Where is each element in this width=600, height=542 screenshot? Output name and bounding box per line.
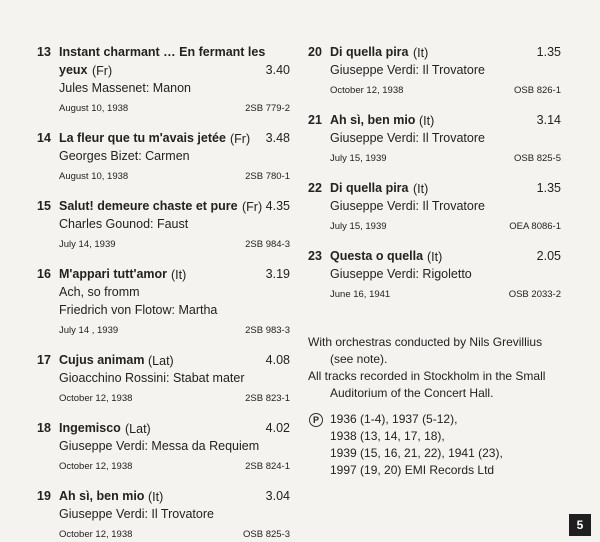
catalog-number: OSB 825-3 bbox=[243, 529, 290, 540]
track-title: Instant charmant … En fermant les bbox=[59, 45, 266, 59]
phonogram-copyright-icon: P bbox=[309, 413, 323, 427]
track-language: (Lat) bbox=[125, 422, 151, 436]
recording-date: July 14 , 1939 bbox=[59, 325, 119, 336]
track-composer-work: Giuseppe Verdi: Il Trovatore bbox=[330, 131, 485, 145]
track-composer-work: Giuseppe Verdi: Rigoletto bbox=[330, 267, 472, 281]
recording-note-line-1: All tracks recorded in Stockholm in the Small bbox=[308, 369, 546, 383]
track-number: 22 bbox=[308, 181, 322, 195]
orchestra-note-line-2: (see note). bbox=[330, 352, 388, 366]
recording-note-line-2: Auditorium of the Concert Hall. bbox=[330, 386, 494, 400]
track-title: Cujus animam bbox=[59, 353, 145, 367]
track-number: 21 bbox=[308, 113, 322, 127]
catalog-number: 2SB 983-3 bbox=[245, 325, 290, 336]
track-language: (Fr) bbox=[92, 64, 113, 78]
page-number-badge: 5 bbox=[569, 514, 591, 536]
track-composer-work: Friedrich von Flotow: Martha bbox=[59, 303, 218, 317]
track-composer-work: Jules Massenet: Manon bbox=[59, 81, 192, 95]
track-title: yeux bbox=[59, 63, 88, 77]
track-number: 13 bbox=[37, 45, 51, 59]
track-duration: 3.14 bbox=[536, 113, 561, 127]
track-title: Di quella pira bbox=[330, 181, 409, 195]
catalog-number: OSB 826-1 bbox=[514, 85, 561, 96]
recording-date: October 12, 1938 bbox=[59, 529, 133, 540]
track-duration: 4.02 bbox=[265, 421, 290, 435]
copyright-line-3: 1939 (15, 16, 21, 22), 1941 (23), bbox=[330, 446, 503, 460]
track-duration: 3.48 bbox=[265, 131, 290, 145]
track-language: (It) bbox=[427, 250, 443, 264]
track-number: 17 bbox=[37, 353, 51, 367]
track-number: 20 bbox=[308, 45, 322, 59]
track-language: (It) bbox=[148, 490, 164, 504]
track-title: Ingemisco bbox=[59, 421, 121, 435]
recording-date: October 12, 1938 bbox=[59, 461, 133, 472]
track-language: (It) bbox=[413, 46, 429, 60]
copyright-line-2: 1938 (13, 14, 17, 18), bbox=[330, 429, 445, 443]
track-language: (Lat) bbox=[148, 354, 174, 368]
catalog-number: 2SB 779-2 bbox=[245, 103, 290, 114]
track-duration: 1.35 bbox=[536, 45, 561, 59]
track-composer-work: Gioacchino Rossini: Stabat mater bbox=[59, 371, 245, 385]
track-language: (It) bbox=[171, 268, 187, 282]
track-duration: 1.35 bbox=[536, 181, 561, 195]
track-title: Questa o quella bbox=[330, 249, 424, 263]
recording-date: June 16, 1941 bbox=[330, 289, 391, 300]
recording-date: July 15, 1939 bbox=[330, 153, 387, 164]
track-number: 16 bbox=[37, 267, 51, 281]
recording-date: July 14, 1939 bbox=[59, 239, 116, 250]
track-number: 19 bbox=[37, 489, 51, 503]
catalog-number: 2SB 984-3 bbox=[245, 239, 290, 250]
track-composer-work: Charles Gounod: Faust bbox=[59, 217, 189, 231]
catalog-number: OSB 2033-2 bbox=[508, 289, 561, 300]
recording-date: October 12, 1938 bbox=[59, 393, 133, 404]
copyright-line-4: 1997 (19, 20) EMI Records Ltd bbox=[330, 463, 495, 477]
catalog-number: 2SB 824-1 bbox=[245, 461, 290, 472]
catalog-number: OSB 825-5 bbox=[514, 153, 561, 164]
track-title: La fleur que tu m'avais jetée bbox=[59, 131, 226, 145]
track-duration: 4.08 bbox=[265, 353, 290, 367]
track-composer-work: Giuseppe Verdi: Il Trovatore bbox=[330, 63, 485, 77]
track-number: 18 bbox=[37, 421, 51, 435]
catalog-number: 2SB 780-1 bbox=[245, 171, 290, 182]
track-language: (It) bbox=[413, 182, 429, 196]
track-composer-work: Giuseppe Verdi: Il Trovatore bbox=[59, 507, 214, 521]
track-language: (Fr) bbox=[230, 132, 251, 146]
track-title: M'appari tutt'amor bbox=[59, 267, 168, 281]
track-composer-work: Giuseppe Verdi: Il Trovatore bbox=[330, 199, 485, 213]
track-title: Salut! demeure chaste et pure bbox=[59, 199, 238, 213]
track-title: Di quella pira bbox=[330, 45, 409, 59]
track-duration: 4.35 bbox=[265, 199, 290, 213]
track-duration: 3.19 bbox=[265, 267, 290, 281]
track-number: 15 bbox=[37, 199, 51, 213]
track-duration: 3.04 bbox=[265, 489, 290, 503]
track-title: Ah sì, ben mio bbox=[59, 489, 145, 503]
orchestra-note-line-1: With orchestras conducted by Nils Grevillius bbox=[308, 335, 543, 349]
track-title: Ah sì, ben mio bbox=[330, 113, 416, 127]
track-duration: 3.40 bbox=[265, 63, 290, 77]
track-alt-title: Ach, so fromm bbox=[59, 285, 140, 299]
track-number: 14 bbox=[37, 131, 51, 145]
track-composer-work: Giuseppe Verdi: Messa da Requiem bbox=[59, 439, 260, 453]
catalog-number: OEA 8086-1 bbox=[509, 221, 561, 232]
recording-date: October 12, 1938 bbox=[330, 85, 404, 96]
recording-date: July 15, 1939 bbox=[330, 221, 387, 232]
recording-date: August 10, 1938 bbox=[59, 171, 129, 182]
recording-date: August 10, 1938 bbox=[59, 103, 129, 114]
track-composer-work: Georges Bizet: Carmen bbox=[59, 149, 190, 163]
track-duration: 2.05 bbox=[536, 249, 561, 263]
track-language: (It) bbox=[419, 114, 435, 128]
track-language: (Fr) bbox=[242, 200, 263, 214]
copyright-line-1: 1936 (1-4), 1937 (5-12), bbox=[330, 412, 458, 426]
track-number: 23 bbox=[308, 249, 322, 263]
catalog-number: 2SB 823-1 bbox=[245, 393, 290, 404]
